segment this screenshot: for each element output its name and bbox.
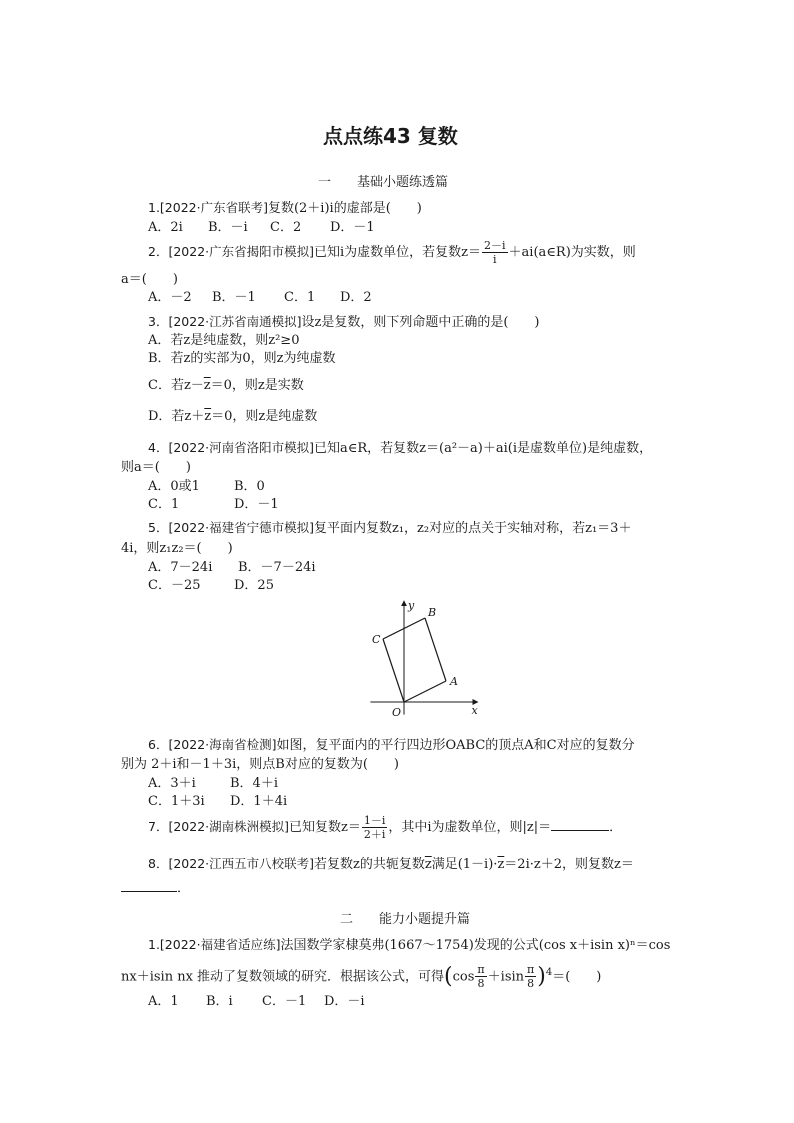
fraction-numerator: π: [477, 963, 485, 977]
question-stem: 若复数z的共轭复数: [314, 857, 425, 872]
fraction-denominator: 8: [527, 977, 535, 991]
origin-label: O: [392, 706, 402, 719]
edge-oa: [404, 681, 446, 702]
question-5-cont: 4i，则z₁z₂＝( ): [121, 541, 233, 556]
question-6-cont: 别为 2＋i和－1＋3i，则点B对应的复数为( ): [121, 757, 399, 772]
question-8-cont: [121, 879, 190, 897]
point-b-label: B: [428, 606, 437, 619]
question-source: 5．[2022·福建省宁德市模拟]: [148, 520, 314, 535]
question-source: 1.[2022·广东省联考]: [148, 200, 268, 215]
option-a: A．0或1: [148, 479, 200, 494]
option-d: D．－1: [234, 497, 279, 512]
page-title: 点点练43 复数: [323, 124, 458, 148]
conjugate-z: $\overline{z}$: [203, 378, 211, 393]
question-stem-cont: ＝2i·z＋2，则复数z＝: [504, 857, 634, 872]
fraction: [525, 963, 536, 990]
question-4: [148, 440, 652, 457]
question-4-options-row1: [148, 479, 265, 495]
question-source: 2．[2022·广东省揭阳市模拟]: [148, 244, 314, 259]
option-a: A．7－24i: [148, 560, 213, 575]
question-5-options-row1: [148, 560, 316, 576]
section-heading-basic: 一 基础小题练透篇: [318, 175, 449, 190]
conjugate-z: $\overline{z}$: [497, 857, 505, 872]
fraction-numerator: 2－i: [484, 239, 506, 252]
option-c: C．－25: [148, 578, 201, 593]
x-axis-label: x: [471, 704, 478, 717]
option-c: C．2: [270, 220, 302, 235]
fraction: [482, 239, 508, 266]
question-source: 3．[2022·江苏省南通模拟]: [148, 314, 302, 329]
conjugate-z: $\overline{z}$: [424, 857, 432, 872]
question-5-options-row2: [148, 578, 274, 594]
question-2-options: [148, 290, 372, 306]
question-stem: 已知复数z＝: [289, 820, 361, 835]
question-stem-cont: nx＋isin nx 推动了复数领域的研究．根据该公式，可得: [121, 969, 445, 985]
question-3: [148, 314, 540, 331]
option-c: C．1: [284, 290, 316, 305]
option-b: B．若z的实部为0，则z为纯虚数: [148, 351, 336, 366]
option-c: C．1＋3i: [148, 794, 205, 809]
question-source: 7．[2022·湖南株洲模拟]: [148, 819, 289, 834]
option-d: D．－1: [330, 220, 375, 235]
option-b: B．i: [206, 994, 233, 1009]
question-stem: 复数(2＋i)i的虚部是( ): [267, 201, 422, 216]
cos-text: cos: [452, 969, 475, 985]
question-stem: 设z是复数，则下列命题中正确的是( ): [301, 315, 540, 330]
option-d: [148, 409, 317, 425]
question-1: [148, 200, 422, 217]
fraction: [475, 963, 486, 990]
question-6-options-row1: [148, 776, 278, 792]
question-4-cont: 则a＝( ): [121, 460, 191, 475]
y-axis-label: y: [408, 599, 415, 613]
edge-co: [383, 639, 404, 702]
question-5: [148, 520, 631, 537]
option-text: D．若z＋: [148, 409, 205, 424]
edge-ab: [425, 618, 446, 681]
fraction: [362, 814, 388, 841]
question-2-cont: a＝( ): [121, 272, 178, 287]
fraction-numerator: π: [527, 963, 535, 977]
option-d: D．25: [234, 578, 274, 593]
question-source: 6．[2022·海南省检测]: [148, 737, 277, 752]
point-c-label: C: [372, 633, 381, 646]
ability-question-1: [148, 937, 670, 954]
option-b: B．0: [234, 479, 265, 494]
option-d: D．－i: [324, 994, 365, 1009]
question-end: ．: [609, 820, 623, 835]
parallelogram-figure: [360, 592, 480, 722]
question-source: 4．[2022·河南省洛阳市模拟]: [148, 440, 314, 455]
question-source: 8．[2022·江西五市八校联考]: [148, 856, 314, 871]
ability-question-1-options: [148, 994, 365, 1010]
option-a: A．－2: [148, 290, 192, 305]
question-stem-cont: 满足(1－i)·: [431, 857, 498, 872]
option-a: A．若z是纯虚数，则z²≥0: [148, 333, 300, 348]
question-2: [148, 237, 636, 268]
option-c: C．－1: [262, 994, 307, 1009]
option-a: A．2i: [148, 220, 183, 235]
option-c: [148, 378, 304, 394]
option-c: C．1: [148, 497, 180, 512]
fraction-denominator: 2＋i: [363, 828, 386, 841]
question-4-options-row2: [148, 497, 279, 513]
option-d: D．1＋4i: [230, 794, 288, 809]
question-1-options: [148, 220, 375, 236]
question-end: ．: [177, 881, 191, 896]
question-8: [148, 856, 634, 873]
option-a: A．3＋i: [148, 776, 196, 791]
option-b: B．－1: [212, 290, 256, 305]
question-stem: 法国数学家棣莫弗(1667～1754)发现的公式(cos x＋isin x)ⁿ＝cos: [280, 938, 671, 953]
answer-blank[interactable]: [121, 879, 177, 892]
question-stem-cont: ＋ai(a∈R)为实数，则: [508, 245, 636, 260]
question-7: [148, 812, 622, 843]
option-text: ＝0，则z是实数: [210, 378, 304, 393]
conjugate-z: $\overline{z}$: [204, 409, 212, 424]
answer-blank[interactable]: [551, 818, 609, 831]
option-d: D．2: [340, 290, 372, 305]
option-b: B．4＋i: [230, 776, 278, 791]
question-6-options-row2: [148, 794, 287, 810]
fraction-numerator: 1－i: [363, 814, 386, 827]
option-a: A．1: [148, 994, 179, 1009]
question-stem-cont: ，其中i为虚数单位，则|z|＝: [388, 820, 552, 835]
question-6: [148, 737, 635, 754]
question-stem: 复平面内复数z₁，z₂对应的点关于实轴对称，若z₁＝3＋: [314, 521, 632, 536]
question-source: 1.[2022·福建省适应练]: [148, 937, 281, 952]
right-paren: ): [537, 963, 546, 989]
question-stem: 已知a∈R，若复数z＝(a²－a)＋ai(i是虚数单位)是纯虚数，: [314, 441, 653, 456]
option-b: B．－i: [208, 220, 248, 235]
isin-text: ＋isin: [487, 969, 525, 985]
fraction-denominator: i: [493, 253, 497, 266]
question-end: ＝( ): [552, 969, 602, 985]
fraction-denominator: 8: [477, 977, 485, 991]
left-paren: (: [444, 963, 453, 989]
option-b: B．－7－24i: [238, 560, 316, 575]
exponent: 4: [545, 967, 553, 978]
question-stem: 如图，复平面内的平行四边形OABC的顶点A和C对应的复数分: [276, 738, 635, 753]
point-a-label: A: [450, 675, 458, 688]
question-stem: 已知i为虚数单位，若复数z＝: [314, 245, 482, 260]
option-text: ＝0，则z是纯虚数: [211, 409, 318, 424]
section-heading-ability: 二 能力小题提升篇: [340, 912, 471, 927]
option-text: C．若z－: [148, 378, 204, 393]
ability-question-1-cont: [121, 958, 601, 992]
